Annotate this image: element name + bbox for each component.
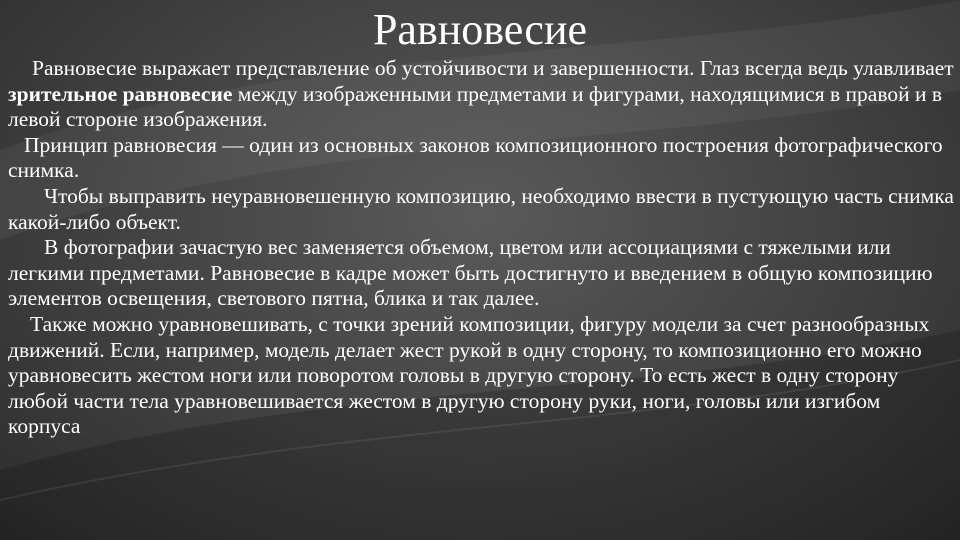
paragraph-1-start: Равновесие выражает представление об устойчивости и завершенности. Глаз всегда ведь улавливает bbox=[32, 56, 954, 80]
paragraph-2: Принцип равновесия — один из основных законов композиционного построения фотографического снимка. bbox=[8, 132, 943, 183]
paragraph-1 bbox=[8, 56, 958, 133]
paragraph-1-bold-term: зрительное равновесие bbox=[8, 81, 233, 106]
slide-title: Равновесие bbox=[372, 5, 588, 54]
paragraph-4: В фотографии зачастую вес заменяется объемом, цветом или ассоциациями с тяжелыми или легкими предметами. Равновесие в кадре может быть достигнуто и введением в общую композицию элементов освещения, светового пятна, блика и так далее. bbox=[8, 235, 933, 311]
paragraph-3: Чтобы выправить неуравновешенную композицию, необходимо ввести в пустующую часть снимка какой-либо объект. bbox=[8, 183, 954, 234]
paragraph-5: Также можно уравновешивать, с точки зрений композиции, фигуру модели за счет разнообразных движений. Если, например, модель делает жест рукой в одну сторону, то композиционно его можно уравновесить жестом ноги или поворотом головы в другую сторону. То есть жест в одну сторону любой части тела уравновешивается жестом в другую сторону руки, ноги, головы или изгибом корпуса bbox=[8, 311, 930, 439]
slide-body bbox=[8, 56, 958, 440]
paragraph-1-end: между изображенными предметами и фигурами, находящимися в правой и в левой стороне изображения. bbox=[8, 81, 942, 132]
